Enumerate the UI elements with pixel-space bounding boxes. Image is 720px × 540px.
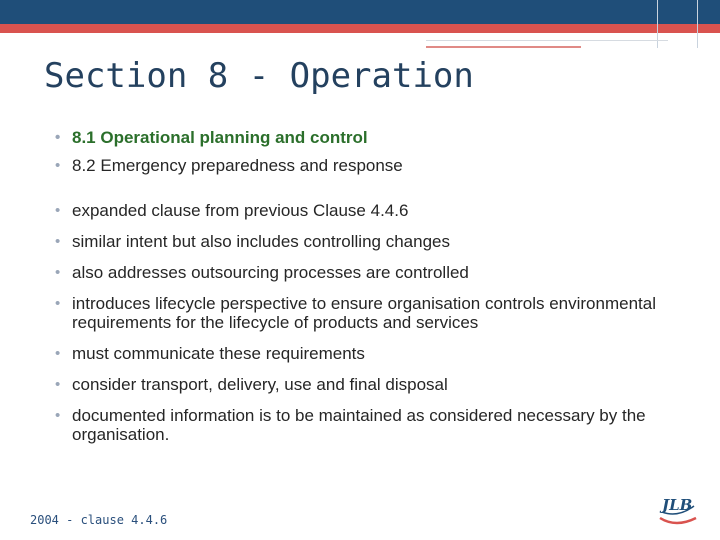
bullet-dot-icon: • (55, 157, 61, 174)
slide-title: Section 8 - Operation (44, 56, 474, 96)
header-divider (697, 0, 698, 48)
bullet-dot-icon: • (55, 345, 61, 362)
list-item (54, 232, 674, 251)
bullet-text: also addresses outsourcing processes are controlled (72, 263, 469, 282)
list-item (54, 344, 674, 363)
list-item (54, 201, 674, 220)
jlb-logo-icon (656, 488, 700, 528)
list-item (54, 263, 674, 282)
list-item (54, 156, 674, 175)
bullet-dot-icon: • (55, 376, 61, 393)
bullet-dot-icon: • (55, 295, 61, 312)
bullet-dot-icon: • (55, 202, 61, 219)
bullet-text: expanded clause from previous Clause 4.4.6 (72, 201, 409, 220)
list-item (54, 375, 674, 394)
svg-text:JLB: JLB (662, 496, 693, 514)
bullet-dot-icon: • (55, 264, 61, 281)
bullet-text: introduces lifecycle perspective to ensure organisation controls environmental requirements for the lifecycle of products and services (72, 294, 656, 332)
bullet-text: 8.1 Operational planning and control (72, 128, 368, 147)
header-band (0, 0, 720, 24)
bullet-text: must communicate these requirements (72, 344, 365, 363)
bullet-text: similar intent but also includes controlling changes (72, 232, 450, 251)
bullet-list (54, 128, 674, 444)
bullet-text: consider transport, delivery, use and final disposal (72, 375, 448, 394)
decor-rule (426, 40, 668, 41)
decor-rule (426, 46, 581, 48)
list-item (54, 294, 674, 332)
bullet-dot-icon: • (55, 233, 61, 250)
list-item (54, 406, 674, 444)
list-item (54, 128, 674, 147)
bullet-text: documented information is to be maintained as considered necessary by the organisation. (72, 406, 646, 444)
bullet-text: 8.2 Emergency preparedness and response (72, 156, 403, 175)
bullet-dot-icon: • (55, 129, 61, 146)
clause-reference: 2004 - clause 4.4.6 (30, 513, 168, 527)
bullet-dot-icon: • (55, 407, 61, 424)
accent-band (0, 24, 720, 33)
